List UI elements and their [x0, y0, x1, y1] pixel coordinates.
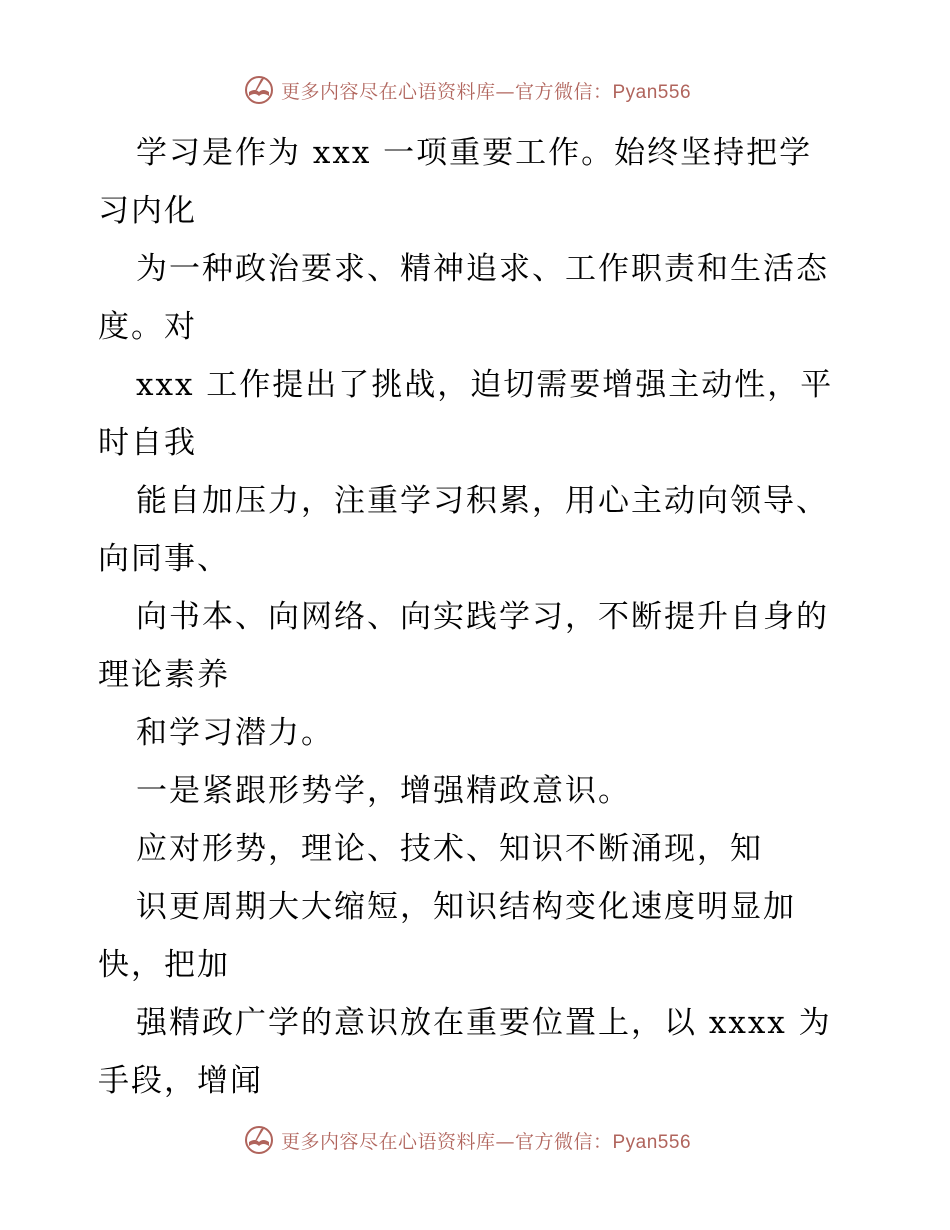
header-banner-text: 更多内容尽在心语资料库—官方微信：Pyan556 — [280, 80, 692, 103]
text-line-2: 习内化 — [98, 193, 197, 229]
text-line-16: 强精政广学的意识放在重要位置上，以 xxxx 为 — [136, 1005, 832, 1041]
text-line-1: 学习是作为 xxx 一项重要工作。始终坚持把学 — [136, 135, 813, 171]
footer-banner — [0, 1120, 950, 1160]
text-line-15: 快，把加 — [98, 947, 230, 983]
text-line-8: 向同事、 — [98, 541, 230, 577]
text-line-10: 理论素养 — [98, 657, 230, 693]
text-line-6: 时自我 — [98, 425, 197, 461]
text-line-11: 和学习潜力。 — [136, 715, 334, 751]
footer-banner-content — [243, 1124, 691, 1156]
text-line-13: 应对形势，理论、技术、知识不断涌现，知 — [136, 831, 763, 867]
text-line-12: 一是紧跟形势学，增强精政意识。 — [136, 773, 631, 809]
text-line-17: 手段，增闻 — [98, 1063, 263, 1099]
header-banner-content — [243, 74, 691, 106]
text-line-7: 能自加压力，注重学习积累，用心主动向领导、 — [136, 483, 829, 519]
text-line-9: 向书本、向网络、向实践学习，不断提升自身的 — [136, 599, 829, 635]
text-line-3: 为一种政治要求、精神追求、工作职责和生活态 — [136, 251, 829, 287]
document-body — [98, 124, 858, 1110]
text-line-14: 识更周期大大缩短，知识结构变化速度明显加 — [136, 889, 796, 925]
book-pen-logo-icon — [243, 74, 275, 106]
text-line-4: 度。对 — [98, 309, 197, 345]
book-pen-logo-icon — [243, 1124, 275, 1156]
footer-banner-text: 更多内容尽在心语资料库—官方微信：Pyan556 — [280, 1130, 692, 1153]
text-line-5: xxx 工作提出了挑战，迫切需要增强主动性，平 — [136, 367, 834, 403]
header-banner — [0, 70, 950, 110]
